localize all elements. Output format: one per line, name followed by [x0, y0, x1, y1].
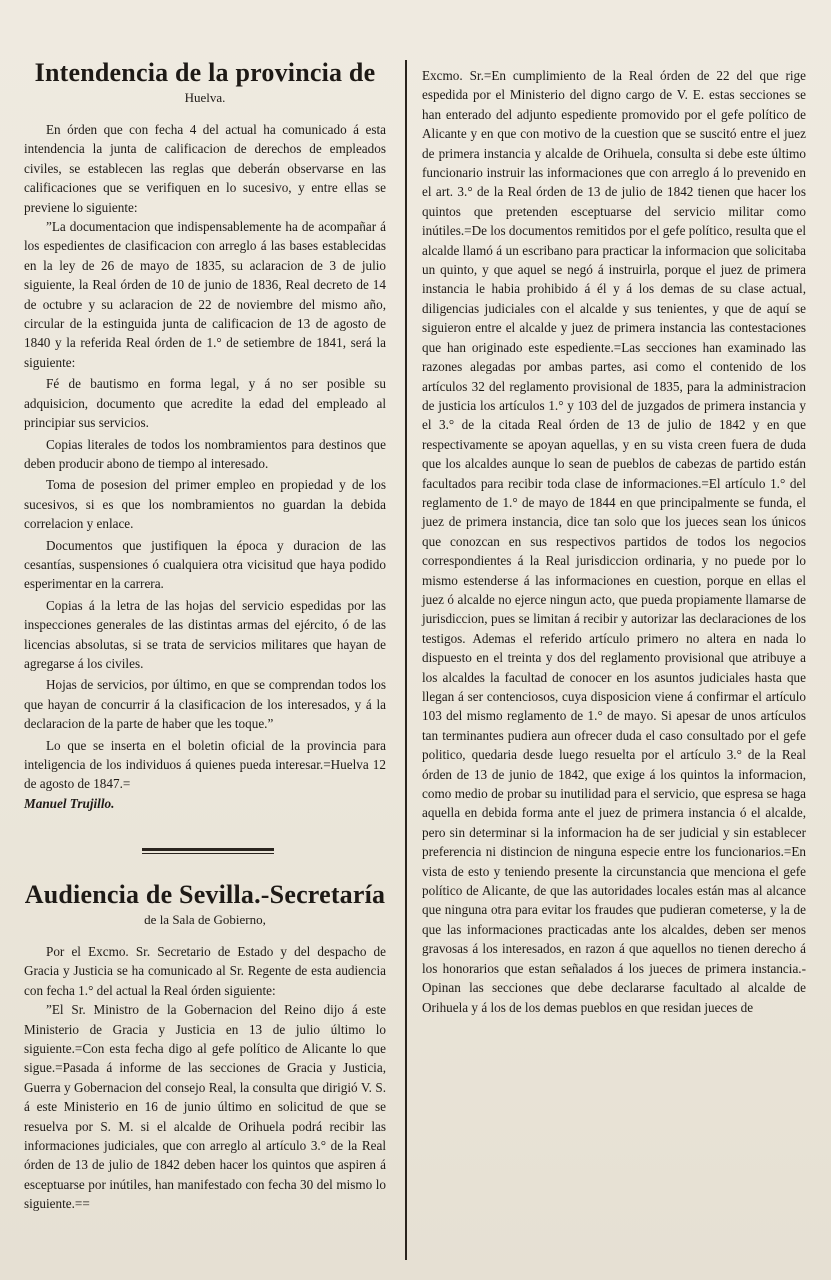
article1-paragraph: Hojas de servicios, por último, en que se comprendan todos los que hayan de concurrir á la clasificacion de los interesados, y á la declaracion de la parte de haber que les toque.” — [24, 677, 386, 732]
article1-paragraph: Copias á la letra de las hojas del servicio espedidas por las inspecciones generales de las distintas armas del ejército, ó de las licencias absolutas, si se trata de servicios militares que hayan de agregarse á los civiles. — [24, 597, 386, 671]
left-column — [24, 58, 386, 813]
article2-paragraph: ”El Sr. Ministro de la Gobernacion del Reino dijo á este Ministerio de Gracia y Justicia en 13 de julio último lo siguiente.=Con esta fecha digo al gefe político de Alicante lo que sigue.=Pasada á informe de las secciones de Gracia y Justicia, Guerra y Gobernacion del consejo Real, la consulta que dirigió V. S. á este Ministerio en 16 de junio último en solicitud de que se resuelva por S. M. si el alcalde de Orihuela podrá recibir las informaciones judiciales, que con arreglo al artículo 3.° de la Real órden de 13 de julio de 1842 deben hacer los quintos que aspiren á esceptuarse por inútiles, han manifestado con fecha 30 del mismo lo siguiente.== — [24, 1002, 386, 1212]
article1-paragraph: Fé de bautismo en forma legal, y á no ser posible su adquisicion, documento que acredite la edad del empleado al principiar sus servicios. — [24, 376, 386, 431]
article2-paragraph: Por el Excmo. Sr. Secretario de Estado y del despacho de Gracia y Justicia se ha comunicado al Sr. Regente de esta audiencia con fecha 1.° del actual la Real órden siguiente: — [24, 944, 386, 998]
right-column-paragraph: Excmo. Sr.=En cumplimiento de la Real órden de 22 del que rige espedida por el Ministerio del digno cargo de V. E. estas secciones se han enterado del adjunto espediente promovido por el gefe político de Alicante y en que con motivo de la cuestion que se suscitó entre el juez de primera instancia y alcalde de Orihuela, consulta si debe este último funcionario instruir las informaciones que con arreglo á lo prevenido en el art. 3.° de la Real órden de 13 de julio de 1842 tienen que hacer los quintos que pretenden esceptuarse del servicio militar como inútiles.=De los documentos remitidos por el gefe político, resulta que el alcalde llamó á un escribano para practicar la informacion que solicitaba un quinto, y que aquel se negó á instruirla, porque el juez de primera instancia le habia prohibido á él y á los demas de su clase actual, diligencias judiciales con el alcalde y sus tenientes, y que de aquí se siguieron entre el alcalde y juez de primera instancia las contestaciones que han originado este espediente.=Las secciones han examinado las razones alegadas por ambas partes, asi como el contenido de los artículos 32 del reglamento provisional de 1835, para la administracion de justicia los artículos 1.° y 103 del de juzgados de primera instancia y el 3.° de la citada Real órden de 13 de julio de 1842 y en que respectivamente se apoyan aquellas, y en su vista creen fuera de duda que los alcaldes aunque lo sean de pueblos de cabezas de partido están facultados para recibir toda clase de informaciones.=El artículo 1.° del reglamento de 1.° de mayo de 1844 en que principalmente se funda, el juez de primera instancia, dice tan solo que los jueces sean los únicos que conozcan en sus respectivos partidos de todos los negocios correspondientes á la Real jurisdiccion ordinaria, y no puede por lo mismo estenderse á las informaciones en cuestion, porque en ellas el juez ó alcalde no ejerce ningun acto, que pueda propiamente llamarse de jurisdiccion, pues se limitan á recibir y autorizar las declaraciones de los testigos. Ademas el referido artículo primero no altera en nada lo dispuesto en el treinta y dos del reglamento provisional que atribuye a los alcaldes la facultad de conocer en los asuntos judiciales hasta que llegan á ser contenciosos, cuya disposicion viene á confirmar el artículo 103 del mismo reglamento de 1.° de mayo. Si apesar de unos artículos tan terminantes pudiera aun ofrecer duda el caso consultado por el gefe politico, quedaria desde luego resuelta por el artículo 3.° de la Real órden de 13 de junio de 1842, que exige á los quintos la informacion, como medio de probar su inutilidad para el servicio, que espresa se haga aquella en debida forma ante el juez de primera instancia ó el alcalde, pero sin determinar si la informacion ha de ser judicial y sin establecer preferencia ni distincion de ninguna especie entre los funcionarios.=En vista de esto y teniendo presente la circunstancia que menciona el gefe político de Alicante, de que las autoridades locales están mas al alcance que ninguna otra para evitar los fraudes que pudieran cometerse, y la de que las informaciones practicadas ante los alcaldes, deben ser menos gravosas á los interesados, en razon á que aquellos no tienen derecho á los honorarios que estan señalados á los jueces de primera instancia.- Opinan las secciones que debe declararse facultado al alcalde de Orihuela y á los de los demas pueblos en que residan jueces de — [422, 68, 806, 1015]
article2-subtitle: de la Sala de Gobierno, — [144, 912, 266, 927]
right-column — [422, 66, 806, 1017]
article2 — [24, 880, 386, 1214]
article1-paragraph: Lo que se inserta en el boletin oficial de la provincia para inteligencia de los individuos á quienes pueda interesar.=Huelva 12 de agosto de 1847.= — [24, 737, 386, 792]
article1-subtitle: Huelva. — [184, 90, 226, 105]
article1-title: Intendencia de la provincia de — [34, 58, 376, 87]
column-divider — [405, 60, 407, 1260]
article1-signature: Manuel Trujillo. — [24, 795, 115, 811]
article1-paragraph: Copias literales de todos los nombramientos para destinos que deben producir abono de tiempo al interesado. — [24, 436, 386, 471]
article1-paragraph: Documentos que justifiquen la época y duracion de las cesantías, suspensiones ó cualquiera otra vicisitud que haya podido esperimentar en la carrera. — [24, 537, 386, 592]
article1-paragraph: Toma de posesion del primer empleo en propiedad y de los sucesivos, si es que los nombramientos no guardan la debida correlacion y enlace. — [24, 477, 386, 532]
article1-paragraph: En órden que con fecha 4 del actual ha comunicado á esta intendencia la junta de calificacion de derechos de empleados civiles, se establecen las reglas que deberán observarse en las calificaciones que se verifiquen en lo sucesivo, y entre ellas se previene lo siguiente: — [24, 122, 386, 215]
article-separator-rule — [142, 848, 274, 851]
article2-title: Audiencia de Sevilla.-Secretaría — [24, 880, 386, 909]
article1-paragraph: ”La documentacion que indispensablemente ha de acompañar á los espedientes de clasificacion con arreglo á las bases establecidas en la ley de 26 de mayo de 1835, su aclaracion de 3 de julio siguiente, la Real órden de 10 de junio de 1836, Real decreto de 14 de octubre y su aclaracion de 22 de noviembre del mismo año, circular de la estinguida junta de calificacion de 13 de agosto de 1840 y la referida Real órden de 1.° de setiembre de 1841, será la siguiente: — [24, 219, 386, 370]
